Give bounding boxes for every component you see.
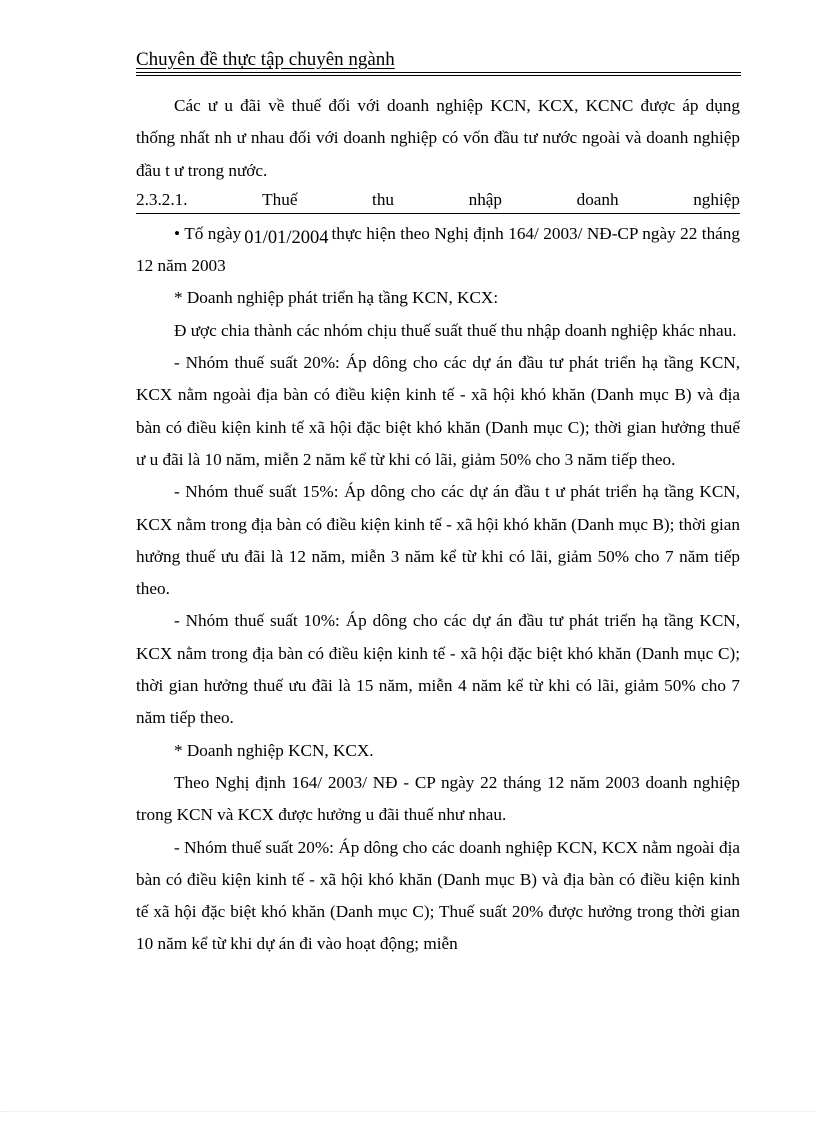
section-word-4: doanh [576, 189, 619, 209]
header-title: Chuyên đề thực tập chuyên ngành [136, 49, 395, 70]
paragraph-rate-20: - Nhóm thuế suất 20%: Áp dông cho các dự án đầu tư phát triển hạ tầng KCN, KCX nằm ngoài địa bàn có điều kiện kinh tế - xã hội khó khăn (Danh mục B) và địa bàn có điều kiện kinh tế xã hội đặc biệt khó khăn (Danh mục C); thời gian hưởng thuế ư u đãi là 10 năm, miễn 2 năm kể từ khi có lãi, giảm 50% cho 3 năm tiếp theo. [136, 353, 740, 469]
paragraph-effective-date [136, 218, 740, 283]
date-prefix: Tố ngày [184, 223, 242, 243]
page-bottom-border [0, 1111, 816, 1112]
section-word-5: nghiệp [693, 189, 740, 209]
effective-date: 01/01/2004 [244, 227, 329, 248]
paragraph-intro: Các ư u đãi về thuế đối với doanh nghiệp KCN, KCX, KCNC được áp dụng thống nhất nh ư nhau đối với doanh nghiệp có vốn đầu tư nước ngoài và doanh nghiệp đầu t ư trong nước. [136, 96, 740, 180]
date-suffix: thực hiện theo Nghị định 164/ 2003/ NĐ-CP ngày 22 tháng 12 năm 2003 [136, 223, 740, 276]
paragraph-rate-15: - Nhóm thuế suất 15%: Áp dông cho các dự án đầu t ư phát triển hạ tầng KCN, KCX nằm trong địa bàn có điều kiện kinh tế - xã hội khó khăn (Danh mục B); thời gian hưởng thuế ưu đãi là 12 năm, miễn 3 năm kể từ khi có lãi, giảm 50% cho 7 năm tiếp theo. [136, 482, 740, 599]
paragraph-infrastructure-heading: * Doanh nghiệp phát triển hạ tầng KCN, KCX: [174, 288, 499, 308]
paragraph-enterprise-rate-20: - Nhóm thuế suất 20%: Áp dông cho các doanh nghiệp KCN, KCX nằm ngoài địa bàn có điều kiện kinh tế - xã hội khó khăn (Danh mục B) và địa bàn có điều kiện kinh tế xã hội đặc biệt khó khăn (Danh mục C); Thuế suất 20% được hưởng trong thời gian 10 năm kể từ khi dự án đi vào hoạt động; miễn [136, 837, 740, 954]
section-heading [136, 187, 740, 214]
section-word-3: nhập [468, 189, 503, 209]
page-header [136, 48, 741, 72]
header-rule-bottom [136, 75, 741, 76]
paragraph-decree: Theo Nghị định 164/ 2003/ NĐ - CP ngày 22 tháng 12 năm 2003 doanh nghiệp trong KCN và KCX được hưởng u đãi thuế như nhau. [136, 772, 740, 825]
paragraph-enterprise-heading: * Doanh nghiệp KCN, KCX. [174, 740, 374, 760]
section-word-2: thu [372, 189, 395, 209]
paragraph-groups: Đ ược chia thành các nhóm chịu thuế suất thuế thu nhập doanh nghiệp khác nhau. [174, 320, 737, 340]
bullet-icon: • [174, 223, 181, 243]
section-number: 2.3.2.1. [136, 189, 188, 209]
section-word-1: Thuế [262, 189, 298, 209]
header-rule-top [136, 72, 741, 73]
paragraph-rate-10: - Nhóm thuế suất 10%: Áp dông cho các dự án đầu tư phát triển hạ tầng KCN, KCX nằm trong địa bàn có điều kiện kinh tế - xã hội đặc biệt khó khăn (Danh mục C); thời gian hưởng thuế ưu đãi là 15 năm, miễn 4 năm kể từ khi có lãi, giảm 50% cho 7 năm tiếp theo. [136, 611, 740, 728]
document-body [136, 90, 740, 961]
